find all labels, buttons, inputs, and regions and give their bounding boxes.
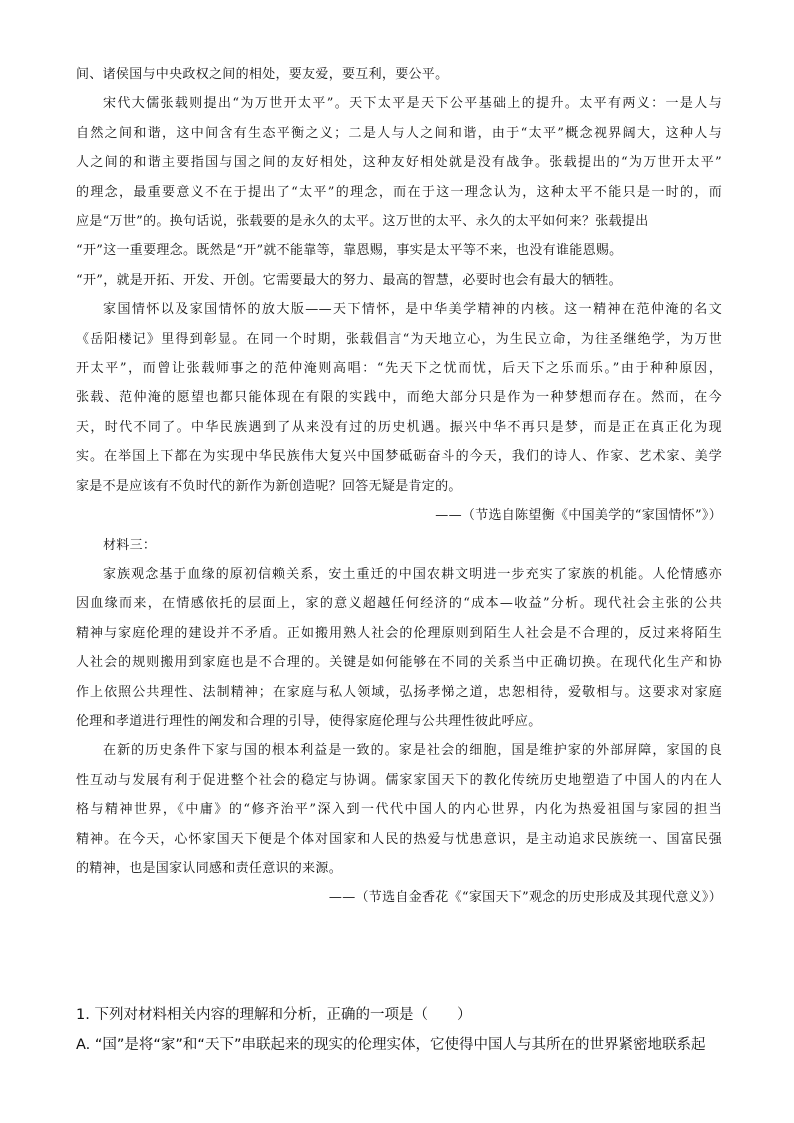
text-line: 的精神，也是国家认同感和责任意识的来源。 (76, 860, 343, 876)
paragraph-continued (76, 60, 722, 89)
paragraph-family-concept (76, 560, 722, 736)
text-line: 家族观念基于血缘的原初信赖关系，安土重迁的中国农耕文明进一步充实了家族的机能。人伦情感亦 (103, 566, 722, 582)
text-line: 应是“万世”的。换句话说，张载要的是永久的太平。这万世的太平、永久的太平如何来？张载提出 (76, 214, 649, 230)
text-line: 人社会的规则搬用到家庭也是不合理的。关键是如何能够在不同的关系当中正确切换。在现代化生产和协 (76, 655, 722, 671)
text-line: 因血缘而来，在情感依托的层面上，家的意义超越任何经济的“成本—收益”分析。现代社会主张的公共 (76, 596, 722, 612)
text-line: 伦理和孝道进行理性的阐发和合理的引导，使得家庭伦理与公共理性彼此呼应。 (76, 713, 542, 729)
text-line: 作上依照公共理性、法制精神；在家庭与私人领域，弘扬孝悌之道，忠恕相待，爱敬相与。这要求对家庭 (76, 684, 722, 700)
text-line: 自然之间和谐，这中间含有生态平衡之义；二是人与人之间和谐，由于“太平”概念视界阔大，这种人与 (76, 125, 722, 141)
text-line: 在新的历史条件下家与国的根本利益是一致的。家是社会的细胞，国是维护家的外部屏障，家国的良 (103, 743, 722, 759)
material-label: 材料三： (103, 537, 157, 553)
text-line: “开”，就是开拓、开发、开创。它需要最大的努力、最高的智慧，必要时也会有最大的牺牲。 (76, 272, 622, 288)
question-stem: 1. 下列对材料相关内容的理解和分析，正确的一项是（ ） (76, 1007, 472, 1023)
option-a: A. “国”是将“家”和“天下”串联起来的现实的伦理实体，它使得中国人与其所在的世界紧密地联系起 (76, 1037, 706, 1053)
text-line: 精神与家庭伦理的建设并不矛盾。正如搬用熟人社会的伦理原则到陌生人社会是不合理的，反过来将陌生 (76, 625, 722, 641)
text-line: 的理念，最重要意义不在于提出了“太平”的理念，而在于这一理念认为，这种太平不能只是一时的，而 (76, 184, 722, 200)
text-line: 天，时代不同了。中华民族遇到了从来没有过的历史机遇。振兴中华不再只是梦，而是正在真正化为现 (76, 419, 722, 435)
text-line: 精神。在今天，心怀家国天下便是个体对国家和人民的热爱与忧患意识，是主动追求民族统一、国富民强 (76, 831, 722, 847)
text-line: 宋代大儒张载则提出“为万世开太平”。天下太平是天下公平基础上的提升。太平有两义：一是人与 (103, 96, 722, 112)
text-line: 家国情怀以及家国情怀的放大版——天下情怀，是中华美学精神的内核。这一精神在范仲淹的名文 (103, 302, 722, 318)
source-citation: ——（节选自金香花《“家国天下”观念的历史形成及其现代意义》） (328, 890, 722, 906)
text-line: 《岳阳楼记》里得到彰显。在同一个时期，张载倡言“为天地立心，为生民立命，为往圣继绝学，为万世 (76, 331, 722, 347)
text-line: 开太平”，而曾让张载师事之的范仲淹则高唱：“先天下之忧而忧，后天下之乐而乐。”由于种种原因， (76, 361, 722, 377)
text-line: 人之间的和谐主要指国与国之间的友好相处，这种友好相处就是没有战争。张载提出的“为万世开太平” (76, 155, 722, 171)
question-block (76, 1000, 736, 1060)
text-line: 间、诸侯国与中央政权之间的相处，要友爱，要互利，要公平。 (76, 67, 449, 82)
paragraph-new-era (76, 736, 722, 883)
text-line: “开”这一重要理念。既然是“开”就不能靠等，靠恩赐，事实是太平等不来，也没有谁能恩赐。 (76, 243, 623, 259)
text-line: 性互动与发展有利于促进整个社会的稳定与协调。儒家家国天下的教化传统历史地塑造了中国人的内在人 (76, 772, 722, 788)
text-line: 张载、范仲淹的愿望也都只能体现在有限的实践中，而绝大部分只是作为一种梦想而存在。然而，在今 (76, 390, 722, 406)
paragraph-zhang-zai (76, 89, 722, 295)
source-citation: ——（节选自陈望衡《中国美学的“家国情怀”》） (435, 508, 722, 524)
passage-body (76, 60, 722, 913)
text-line: 家是不是应该有不负时代的新作为新创造呢？回答无疑是肯定的。 (76, 478, 462, 494)
text-line: 实。在举国上下都在为实现中华民族伟大复兴中国梦砥砺奋斗的今天，我们的诗人、作家、艺术家、美学 (76, 449, 722, 465)
text-line: 格与精神世界，《中庸》的“修齐治平”深入到一代代中国人的内心世界，内化为热爱祖国与家园的担当 (76, 802, 722, 818)
paragraph-family-country (76, 295, 722, 501)
